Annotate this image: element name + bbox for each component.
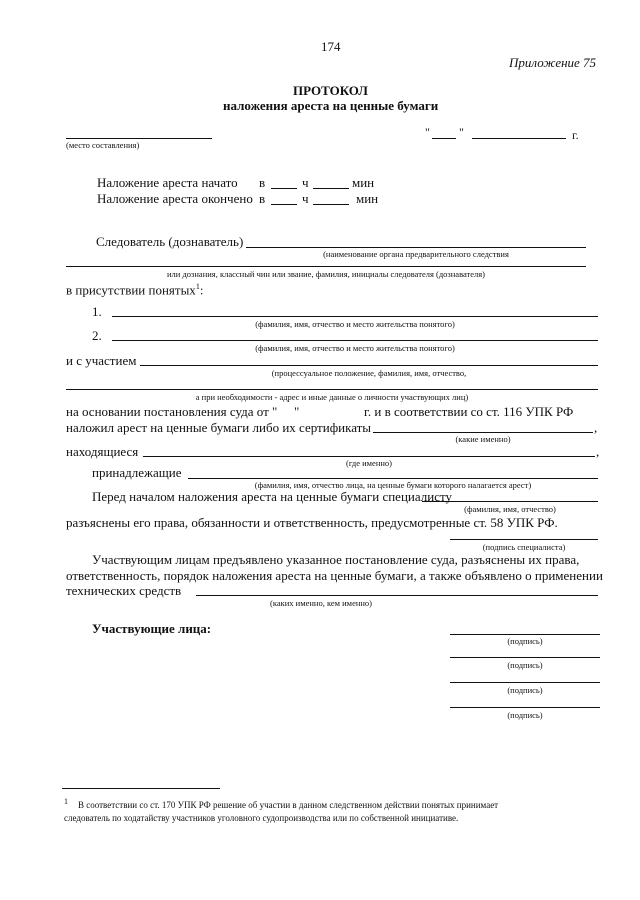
end-label: Наложение ареста окончено xyxy=(97,191,253,206)
specialist-text: Перед началом наложения ареста на ценные бумаги специалисту xyxy=(92,489,452,504)
specialist-name-caption: (фамилия, имя, отчество) xyxy=(464,504,556,514)
end-minutes-unit: мин xyxy=(356,191,379,206)
announcement-line-3: технических средств xyxy=(66,583,182,598)
participant-signature-caption-4: (подпись) xyxy=(507,710,543,720)
participation-caption-2: а при необходимости - адрес и иные данные о личности участвующих лиц) xyxy=(195,392,469,402)
footnote-line-1: В соответствии со ст. 170 УПК РФ решение об участии в данном следственном действии понятых принимает xyxy=(78,800,499,810)
witnesses-label: в присутствии понятых$^1$: xyxy=(66,282,204,298)
month-year-line[interactable] xyxy=(472,138,566,139)
specialist-name-line[interactable] xyxy=(422,501,598,502)
location-caption: (где именно) xyxy=(346,458,392,468)
footnote-ref: 1 xyxy=(195,282,200,291)
investigator-label: Следователь (дознаватель) xyxy=(96,234,244,249)
start-at: в xyxy=(259,175,266,190)
end-hours-line[interactable] xyxy=(271,204,297,205)
place-line[interactable] xyxy=(66,138,212,139)
specialist-rights-text: разъяснены его права, обязанности и ответственность, предусмотренные ст. 58 УПК РФ. xyxy=(66,515,558,530)
date-quote-open: " xyxy=(425,125,430,139)
announcement-line-1: Участвующим лицам предъявлено указанное постановление суда, разъяснены их права, xyxy=(92,552,580,567)
specialist-signature-line[interactable] xyxy=(450,539,598,540)
owner-caption: (фамилия, имя, отчество лица, на ценные бумаги которого налагается арест) xyxy=(254,480,532,490)
appendix-label: Приложение 75 xyxy=(509,55,597,70)
participant-signature-caption-3: (подпись) xyxy=(507,685,543,695)
participation-line-2[interactable] xyxy=(66,389,598,390)
participant-signature-line-1[interactable] xyxy=(450,634,600,635)
participation-line[interactable] xyxy=(140,365,598,366)
day-line[interactable] xyxy=(432,138,456,139)
footnote-mark: 1 xyxy=(64,797,68,806)
investigator-line[interactable] xyxy=(246,247,586,248)
place-caption: (место составления) xyxy=(66,140,140,150)
owner-line[interactable] xyxy=(188,478,598,479)
participants-label: Участвующие лица: xyxy=(92,621,212,636)
witness-2-caption: (фамилия, имя, отчество и место жительства понятого) xyxy=(255,343,455,353)
participant-signature-line-2[interactable] xyxy=(450,657,600,658)
footnote-line-2: следователь по ходатайству участников уголовного судопроизводства или по собственной инициативе. xyxy=(64,813,459,823)
securities-caption: (какие именно) xyxy=(455,434,511,444)
witness-2-line[interactable] xyxy=(112,340,598,341)
participant-signature-caption-1: (подпись) xyxy=(507,636,543,646)
location-line[interactable] xyxy=(143,456,595,457)
located-label: находящиеся xyxy=(66,444,139,459)
investigator-caption-1: (наименование органа предварительного следствия xyxy=(323,249,509,259)
technical-means-caption: (каких именно, кем именно) xyxy=(269,598,373,608)
investigator-line-2[interactable] xyxy=(66,266,586,267)
start-minutes-line[interactable] xyxy=(313,188,349,189)
participant-signature-line-3[interactable] xyxy=(450,682,600,683)
location-comma: , xyxy=(596,444,600,459)
document-subtitle: наложения ареста на ценные бумаги xyxy=(223,98,439,113)
arrest-label: наложил арест на ценные бумаги либо их сертификаты xyxy=(66,420,372,435)
end-at: в xyxy=(259,191,266,206)
footnote-divider xyxy=(62,788,220,789)
end-minutes-line[interactable] xyxy=(313,204,349,205)
start-label: Наложение ареста начато xyxy=(97,175,238,190)
specialist-signature-caption: (подпись специалиста) xyxy=(482,542,566,552)
basis-quote-close: " xyxy=(294,404,300,419)
document-title: ПРОТОКОЛ xyxy=(293,83,368,98)
participant-signature-line-4[interactable] xyxy=(450,707,600,708)
basis-text-start: на основании постановления суда от " xyxy=(66,404,278,419)
start-hours-unit: ч xyxy=(302,175,309,190)
witness-2-number: 2. xyxy=(92,328,102,343)
securities-line[interactable] xyxy=(373,432,593,433)
year-suffix: г. xyxy=(572,128,579,142)
start-minutes-unit: мин xyxy=(352,175,375,190)
date-quote-close: " xyxy=(459,125,464,139)
participation-label: и с участием xyxy=(66,353,137,368)
witness-1-number: 1. xyxy=(92,304,102,319)
participation-caption-1: (процессуальное положение, фамилия, имя, отчество, xyxy=(271,368,467,378)
investigator-caption-2: или дознания, классный чин или звание, фамилия, инициалы следователя (дознавателя) xyxy=(166,269,485,279)
technical-means-line[interactable] xyxy=(196,595,598,596)
end-hours-unit: ч xyxy=(302,191,309,206)
participant-signature-caption-2: (подпись) xyxy=(507,660,543,670)
belonging-label: принадлежащие xyxy=(92,465,182,480)
page-number: 174 xyxy=(321,39,341,54)
witness-1-line[interactable] xyxy=(112,316,598,317)
start-hours-line[interactable] xyxy=(271,188,297,189)
securities-comma: , xyxy=(594,420,598,435)
basis-text-end: г. и в соответствии со ст. 116 УПК РФ xyxy=(364,404,574,419)
announcement-line-2: ответственность, порядок наложения ареста на ценные бумаги, а также объявлено о применении xyxy=(66,568,603,583)
witness-1-caption: (фамилия, имя, отчество и место жительства понятого) xyxy=(255,319,455,329)
